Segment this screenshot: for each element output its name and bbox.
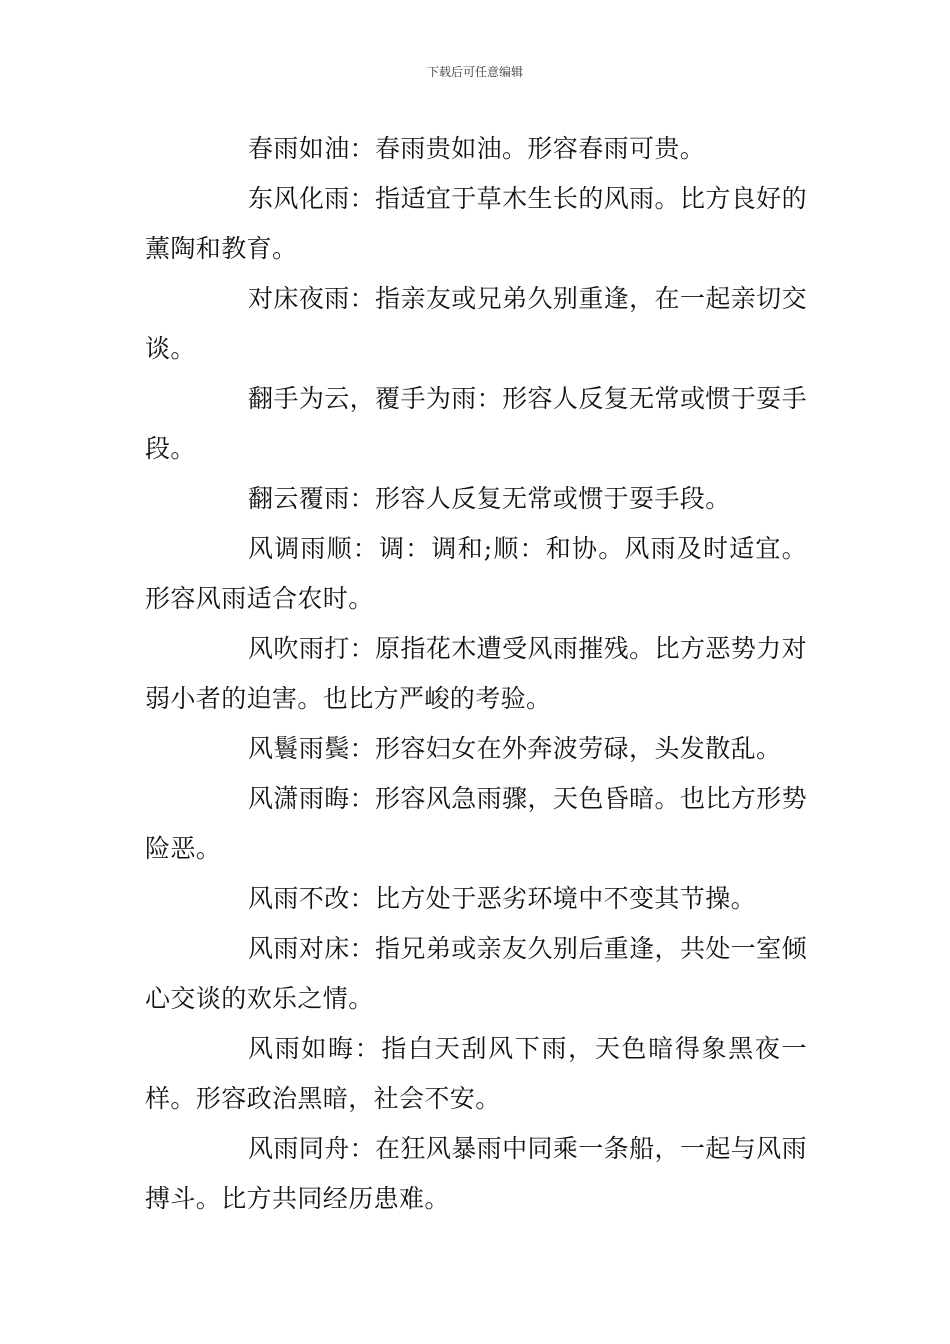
idiom-paragraph: 春雨如油：春雨贵如油。形容春雨可贵。 [248,134,706,163]
idiom-paragraph: 风雨如晦：指白天刮风下雨，天色暗得象黑夜一样。形容政治黑暗，社会不安。 [145,1034,807,1113]
idiom-paragraph: 翻手为云，覆手为雨：形容人反复无常或惯于耍手段。 [145,384,807,463]
idiom-paragraph: 风鬟雨鬓：形容妇女在外奔波劳碌，头发散乱。 [248,734,782,763]
idiom-paragraph: 翻云覆雨：形容人反复无常或惯于耍手段。 [248,484,731,513]
idiom-paragraph: 东风化雨：指适宜于草木生长的风雨。比方良好的薰陶和教育。 [145,184,807,263]
idiom-paragraph: 风吹雨打：原指花木遭受风雨摧残。比方恶势力对弱小者的迫害。也比方严峻的考验。 [145,634,807,713]
idiom-paragraph: 风雨对床：指兄弟或亲友久别后重逢，共处一室倾心交谈的欢乐之情。 [145,934,807,1013]
idiom-paragraph: 风雨同舟：在狂风暴雨中同乘一条船，一起与风雨搏斗。比方共同经历患难。 [145,1134,807,1213]
idiom-paragraph: 风调雨顺：调：调和;顺：和协。风雨及时适宜。形容风雨适合农时。 [145,534,807,613]
document-body [145,124,807,1224]
idiom-paragraph: 对床夜雨：指亲友或兄弟久别重逢，在一起亲切交谈。 [145,284,807,363]
page-header: 下载后可任意编辑 [426,65,523,79]
idiom-paragraph: 风潇雨晦：形容风急雨骤，天色昏暗。也比方形势险恶。 [145,784,807,863]
idiom-paragraph: 风雨不改：比方处于恶劣环境中不变其节操。 [248,884,757,913]
